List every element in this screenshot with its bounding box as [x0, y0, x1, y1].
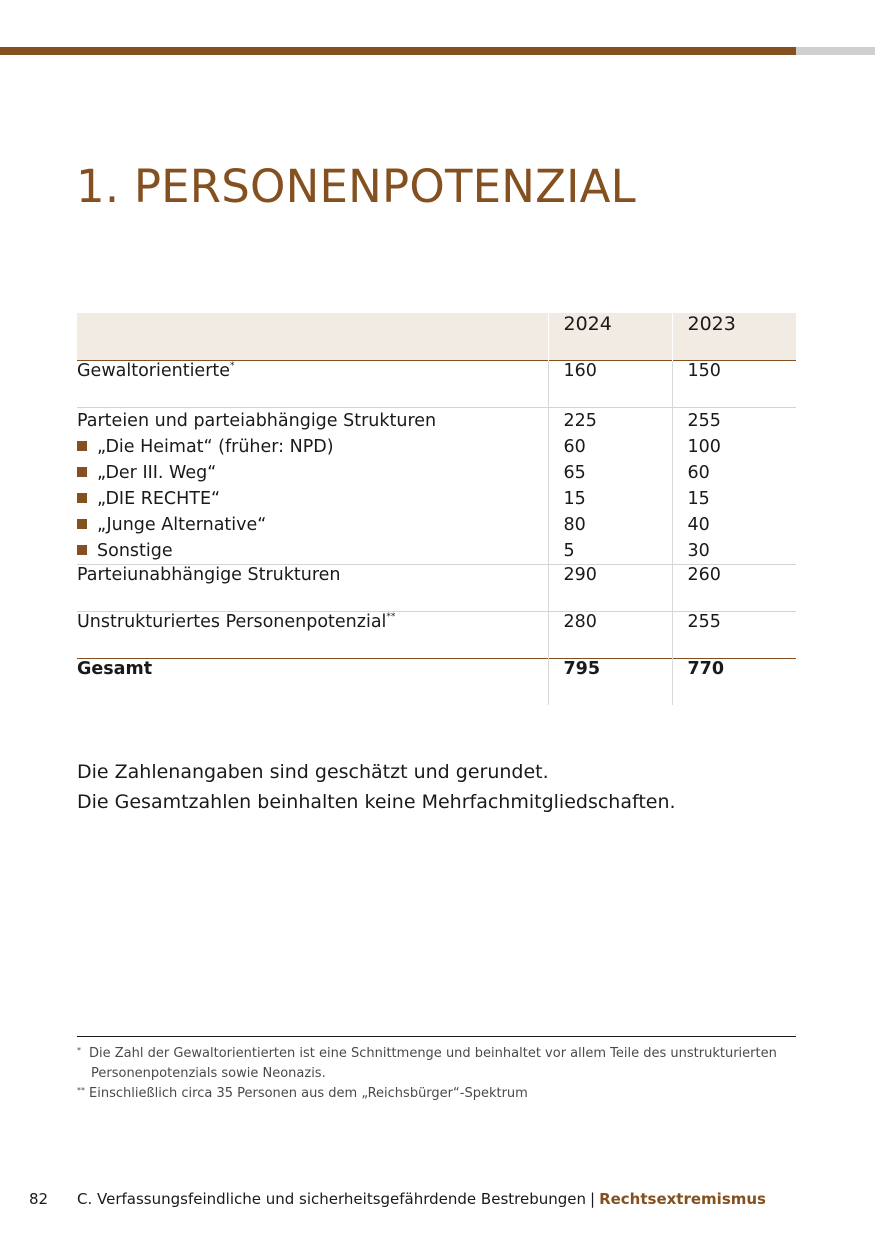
table-row — [77, 361, 796, 408]
page-title: 1. PERSONENPOTENZIAL — [76, 160, 636, 213]
square-bullet-icon — [77, 493, 87, 503]
list-item: „Der III. Weg“ — [77, 460, 548, 486]
values-2023: 255 100 60 15 40 30 — [672, 408, 796, 565]
square-bullet-icon — [77, 467, 87, 477]
header-2023: 2023 — [672, 313, 796, 361]
table-row — [77, 408, 796, 565]
footnote-mark: * — [77, 1046, 81, 1055]
total-row — [77, 659, 796, 706]
footnote: ** Einschließlich circa 35 Personen aus dem „Reichsbürger“-Spektrum — [77, 1084, 796, 1104]
header-2024: 2024 — [548, 313, 672, 361]
table-row — [77, 565, 796, 612]
top-grey-bar — [796, 47, 875, 55]
chapter-title: C. Verfassungsfeindliche und sicherheitsgefährdende Bestrebungen — [77, 1190, 586, 1208]
personenpotenzial-table — [77, 313, 796, 705]
value-2023: 150 — [672, 361, 796, 408]
table-notes — [77, 757, 676, 817]
page-number: 82 — [29, 1190, 49, 1208]
list-item: „Die Heimat“ (früher: NPD) — [77, 434, 548, 460]
row-label: Parteiunabhängige Strukturen — [77, 565, 341, 585]
square-bullet-icon — [77, 519, 87, 529]
total-2024: 795 — [548, 659, 672, 706]
table-header-row — [77, 313, 796, 361]
footnote-mark: ** — [77, 1086, 85, 1095]
list-item: „Junge Alternative“ — [77, 512, 548, 538]
value-2023: 260 — [672, 565, 796, 612]
table-row — [77, 612, 796, 659]
footnote: * Die Zahl der Gewaltorientierten ist eine Schnittmenge und beinhaltet vor allem Teile des unstrukturierten Personenpotenzials sowie Neonazis. — [77, 1044, 796, 1084]
row-label: Parteien und parteiabhängige Strukturen — [77, 411, 437, 431]
value-2023: 255 — [672, 612, 796, 659]
footnote-divider — [77, 1036, 796, 1037]
values-2024: 225 60 65 15 80 5 — [548, 408, 672, 565]
header-label-cell — [77, 313, 548, 361]
total-2023: 770 — [672, 659, 796, 706]
value-2024: 160 — [548, 361, 672, 408]
note-line: Die Gesamtzahlen beinhalten keine Mehrfachmitgliedschaften. — [77, 791, 676, 813]
section-title: Rechtsextremismus — [599, 1190, 766, 1208]
footnote-marker: * — [230, 361, 235, 371]
footnote-marker: ** — [386, 612, 396, 622]
square-bullet-icon — [77, 545, 87, 555]
note-line: Die Zahlenangaben sind geschätzt und gerundet. — [77, 761, 549, 783]
square-bullet-icon — [77, 441, 87, 451]
row-label-group — [77, 408, 548, 565]
list-item: Sonstige — [77, 538, 548, 564]
row-label: Gewaltorientierte* — [77, 361, 235, 381]
list-item: „DIE RECHTE“ — [77, 486, 548, 512]
footer-separator: | — [590, 1190, 596, 1208]
row-label: Unstrukturiertes Personenpotenzial** — [77, 612, 396, 632]
value-2024: 290 — [548, 565, 672, 612]
value-2024: 280 — [548, 612, 672, 659]
running-footer — [77, 1190, 766, 1208]
top-accent-bar — [0, 47, 796, 55]
total-label: Gesamt — [77, 659, 153, 679]
footnotes — [77, 1044, 796, 1104]
